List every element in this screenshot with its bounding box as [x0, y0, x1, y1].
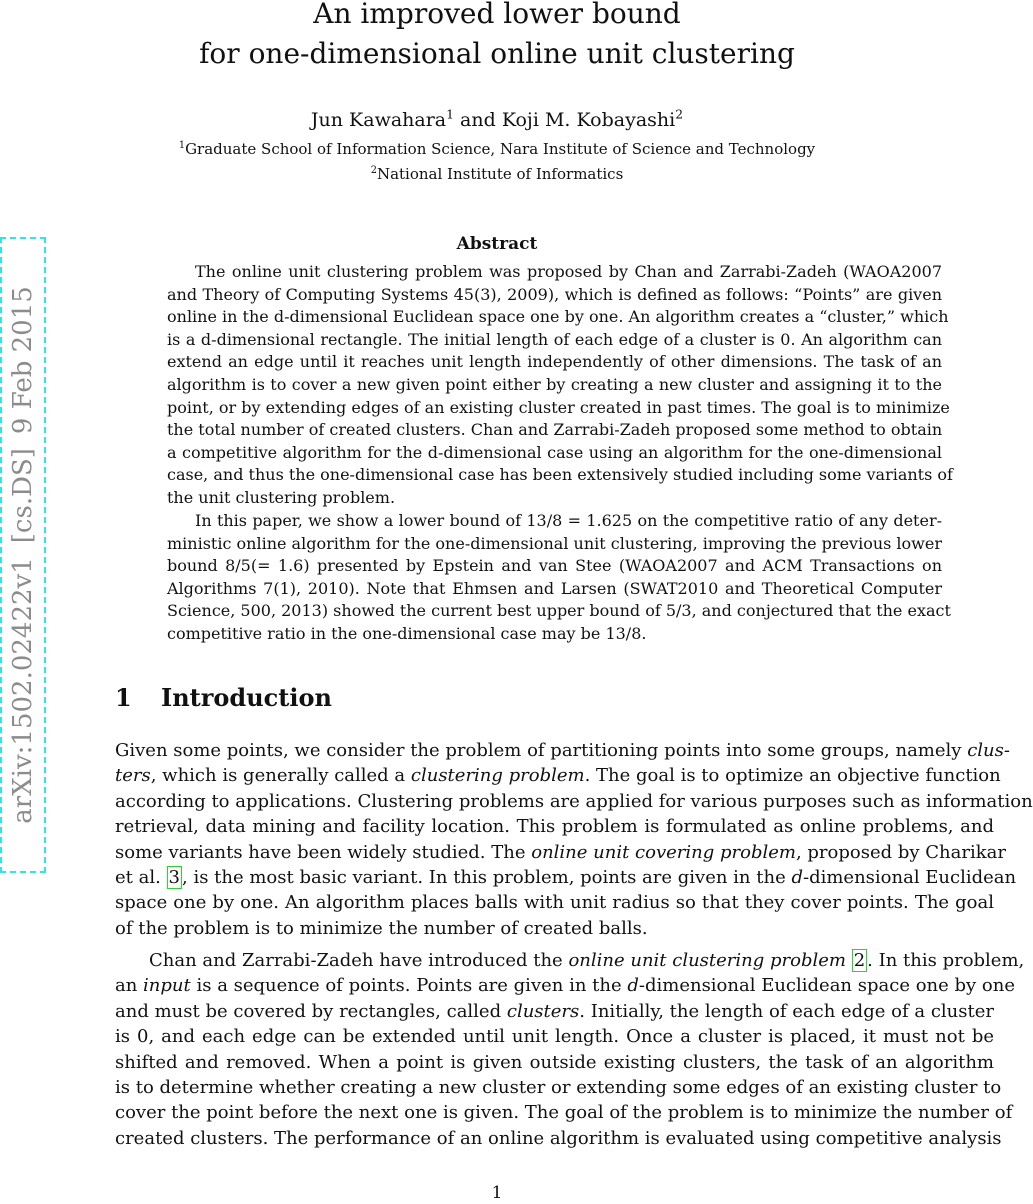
- arxiv-category: [cs.DS]: [8, 448, 38, 544]
- text-line: [115, 865, 1017, 890]
- affiliation-marker: 1: [446, 107, 454, 122]
- affiliation-marker: 2: [675, 107, 684, 122]
- text-line: retrieval, data mining and facility location. This problem is formulated as online problems, and: [115, 816, 994, 838]
- text-line: Science, 500, 2013) showed the current best upper bound of 5/3, and conjectured that the exact: [167, 601, 951, 621]
- text-run: is a sequence of points. Points are given in the: [190, 975, 628, 997]
- text-line: competitive ratio in the one-dimensional case may be 13/8.: [167, 623, 647, 643]
- math-variable: d: [791, 866, 803, 888]
- emphasis: clusters: [506, 1000, 580, 1022]
- math-variable: d: [627, 975, 639, 997]
- text-line: ministic online algorithm for the one-dimensional unit clustering, improving the previous lower: [167, 533, 942, 553]
- text-line: according to applications. Clustering problems are applied for various purposes such as information: [115, 790, 1033, 812]
- text-run: an: [115, 975, 144, 997]
- abstract-heading: Abstract: [456, 234, 538, 254]
- text-line: the unit clustering problem.: [167, 487, 396, 507]
- text-run: some variants have been widely studied. The: [115, 841, 532, 863]
- text-run: -dimensional Euclidean space one by one: [638, 975, 1015, 997]
- text-line: the total number of created clusters. Chan and Zarrabi-Zadeh proposed some method to obtain: [167, 420, 943, 440]
- text-run: [846, 950, 852, 971]
- text-run: , is the most basic variant. In this problem, points are given in the: [182, 866, 792, 888]
- abstract-paragraph: [167, 510, 951, 646]
- emphasis: ters: [115, 765, 151, 787]
- text-line: extend an edge until it reaches unit length independently of other dimensions. The task of an: [167, 352, 942, 372]
- text-run: . In this problem,: [867, 950, 1025, 971]
- affiliation-marker: 1: [178, 140, 186, 151]
- author-conjunction: and: [454, 109, 502, 131]
- section-number: 1: [115, 683, 132, 712]
- text-line: [115, 840, 1006, 865]
- text-line: is 0, and each edge can be extended until unit length. Once a cluster is placed, it must not be: [115, 1026, 994, 1048]
- text-line: [115, 948, 1025, 973]
- paper-title-line-2: for one-dimensional online unit clustering: [199, 37, 795, 70]
- arxiv-date: 9 Feb 2015: [8, 286, 38, 435]
- text-run: , proposed by Charikar: [795, 841, 1006, 863]
- affiliation-marker: 2: [370, 165, 377, 176]
- body-paragraph: [115, 738, 1033, 941]
- text-run: and must be covered by rectangles, called: [115, 1000, 507, 1022]
- affiliation-text: National Institute of Informatics: [376, 165, 624, 183]
- arxiv-id[interactable]: arXiv:1502.02422v1: [8, 557, 38, 824]
- text-line: and Theory of Computing Systems 45(3), 2009), which is defined as follows: “Points” are given: [167, 284, 942, 304]
- text-line: case, and thus the one-dimensional case has been extensively studied including some variants of: [167, 465, 953, 485]
- emphasis: online unit clustering problem: [568, 950, 846, 971]
- text-line: online in the d-dimensional Euclidean space one by one. An algorithm creates a “cluster,” which: [167, 307, 949, 327]
- text-line: a competitive algorithm for the d-dimensional case using an algorithm for the one-dimensional: [167, 442, 942, 462]
- text-line: [115, 738, 1010, 763]
- paper-title-line-1: An improved lower bound: [313, 0, 681, 30]
- text-line: of the problem is to minimize the number of created balls.: [115, 917, 648, 939]
- text-line: shifted and removed. When a point is given outside existing clusters, the task of an algorithm: [115, 1051, 994, 1073]
- emphasis: online unit covering problem: [531, 841, 796, 863]
- arxiv-stamp[interactable]: [0, 237, 46, 873]
- text-line: [115, 973, 1015, 998]
- affiliation: [0, 164, 994, 184]
- author-name: Koji M. Kobayashi: [501, 109, 676, 131]
- text-line: is a d-dimensional rectangle. The initial length of each edge of a cluster is 0. An algorithm can: [167, 329, 942, 349]
- page-number: 1: [491, 1183, 503, 1203]
- text-line: In this paper, we show a lower bound of 13/8 = 1.625 on the competitive ratio of any deter-: [195, 511, 942, 530]
- affiliation-text: Graduate School of Information Science, Nara Institute of Science and Technology: [185, 140, 816, 158]
- body-paragraph: [115, 948, 1025, 1151]
- text-line: is to determine whether creating a new cluster or extending some edges of an existing cluster to: [115, 1076, 1002, 1098]
- text-line: space one by one. An algorithm places balls with unit radius so that they cover points. The goal: [115, 892, 994, 914]
- text-line: point, or by extending edges of an existing cluster created in past times. The goal is to minimize: [167, 397, 950, 417]
- text-line: created clusters. The performance of an online algorithm is evaluated using competitive analysis: [115, 1127, 1002, 1149]
- text-run: . Initially, the length of each edge of a cluster: [579, 1000, 994, 1022]
- citation-link[interactable]: 3: [168, 866, 180, 888]
- abstract-paragraph: [167, 261, 953, 510]
- text-line: [115, 763, 1001, 788]
- citation-link[interactable]: 2: [853, 950, 866, 971]
- text-line: algorithm is to cover a new given point either by creating a new cluster and assigning it to the: [167, 374, 942, 394]
- author-name: Jun Kawahara: [310, 109, 447, 131]
- text-run: , which is generally called a: [150, 765, 411, 787]
- text-run: Chan and Zarrabi-Zadeh have introduced the: [149, 950, 569, 971]
- text-line: cover the point before the next one is given. The goal of the problem is to minimize the number of: [115, 1102, 1013, 1124]
- emphasis: clus-: [967, 740, 1010, 761]
- text-run: Given some points, we consider the problem of partitioning points into some groups, namely: [115, 740, 968, 761]
- text-line: Algorithms 7(1), 2010). Note that Ehmsen and Larsen (SWAT2010 and Theoretical Computer: [167, 578, 942, 598]
- section-heading: [115, 682, 332, 714]
- author-list: [0, 107, 994, 133]
- text-run: et al.: [115, 866, 167, 888]
- emphasis: input: [143, 975, 191, 997]
- text-line: The online unit clustering problem was proposed by Chan and Zarrabi-Zadeh (WAOA2007: [195, 262, 942, 281]
- text-run: -dimensional Euclidean: [802, 866, 1017, 888]
- affiliation: [0, 139, 994, 159]
- section-title: Introduction: [161, 683, 332, 712]
- text-line: bound 8/5(= 1.6) presented by Epstein and van Stee (WAOA2007 and ACM Transactions on: [167, 556, 942, 576]
- emphasis: clustering problem: [410, 765, 585, 787]
- text-run: . The goal is to optimize an objective function: [584, 765, 1001, 787]
- text-line: [115, 999, 994, 1024]
